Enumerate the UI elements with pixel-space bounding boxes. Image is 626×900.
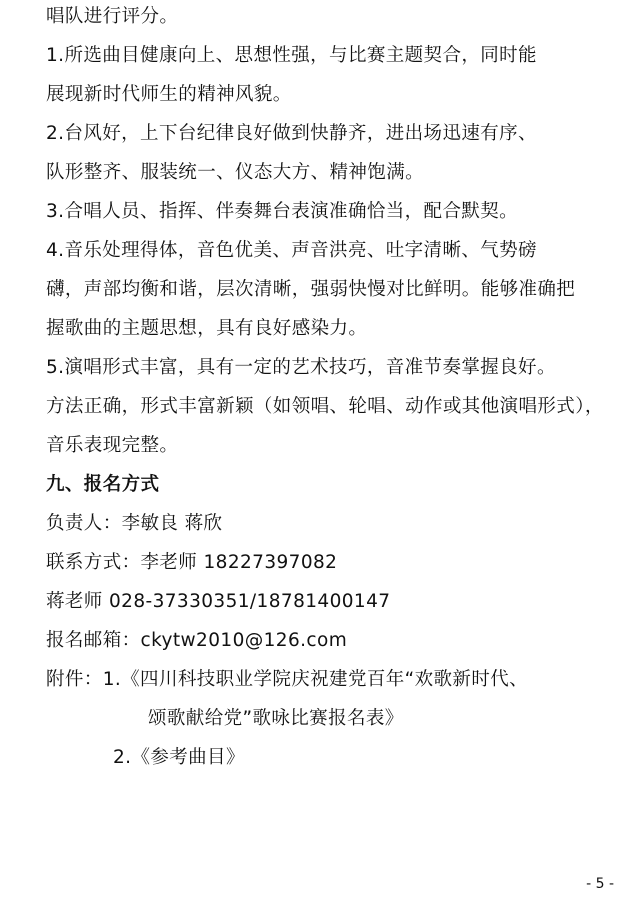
paragraph-line: 方法正确，形式丰富新颖（如领唱、轮唱、动作或其他演唱形式）， xyxy=(46,396,604,417)
criteria-item-2: 2.台风好，上下台纪律良好做到快静齐，进出场迅速有序、 xyxy=(46,123,537,144)
contact-info-jiang: 蒋老师 028-37330351/18781400147 xyxy=(46,591,391,612)
attachment-2: 2.《参考曲目》 xyxy=(113,747,245,768)
paragraph-line: 队形整齐、服装统一、仪态大方、精神饱满。 xyxy=(46,162,425,183)
paragraph-line: 唱队进行评分。 xyxy=(46,6,179,27)
criteria-item-3: 3.合唱人员、指挥、伴奏舞台表演准确恰当，配合默契。 xyxy=(46,201,519,222)
page-number: - 5 - xyxy=(586,876,614,892)
attachment-1-continued: 颂歌献给党”歌咏比赛报名表》 xyxy=(148,708,404,729)
paragraph-line: 音乐表现完整。 xyxy=(46,435,179,456)
contact-info: 联系方式：李老师 18227397082 xyxy=(46,552,338,573)
attachment-1: 附件：1.《四川科技职业学院庆祝建党百年“欢歌新时代、 xyxy=(46,669,529,690)
section-heading: 九、报名方式 xyxy=(46,474,160,495)
criteria-item-4: 4.音乐处理得体，音色优美、声音洪亮、吐字清晰、气势磅 xyxy=(46,240,537,261)
criteria-item-5: 5.演唱形式丰富，具有一定的艺术技巧，音准节奏掌握良好。 xyxy=(46,357,556,378)
paragraph-line: 礴，声部均衡和谐，层次清晰，强弱快慢对比鲜明。能够准确把 xyxy=(46,279,576,300)
responsible-person: 负责人：李敏良 蒋欣 xyxy=(46,513,223,534)
email-address: 报名邮箱：ckytw2010@126.com xyxy=(46,630,348,651)
paragraph-line: 展现新时代师生的精神风貌。 xyxy=(46,84,292,105)
paragraph-line: 握歌曲的主题思想，具有良好感染力。 xyxy=(46,318,368,339)
criteria-item-1: 1.所选曲目健康向上、思想性强，与比赛主题契合，同时能 xyxy=(46,45,537,66)
